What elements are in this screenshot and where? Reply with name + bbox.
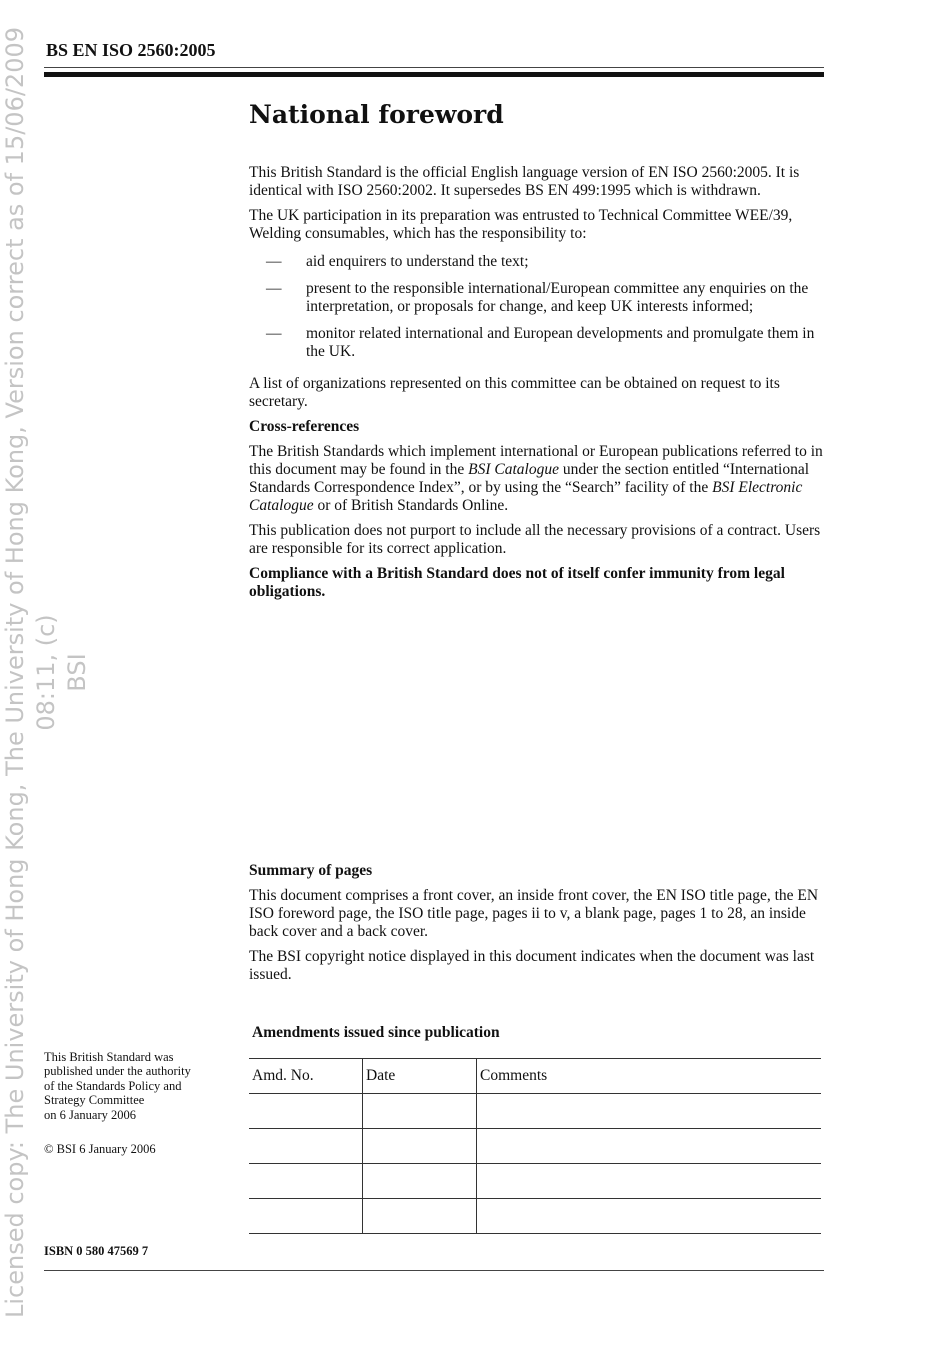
list-item	[249, 280, 824, 316]
table-cell	[477, 1129, 822, 1164]
list-item	[249, 253, 824, 271]
provisions-note: This publication does not purport to include all the necessary provisions of a contract. Users are responsible for its correct application.	[249, 522, 821, 557]
column-header-amd-no: Amd. No.	[249, 1059, 363, 1094]
table-cell	[363, 1199, 477, 1234]
column-header-comments: Comments	[477, 1059, 822, 1094]
list-item-text: aid enquirers to understand the text;	[306, 253, 529, 270]
cross-references-heading: Cross-references	[249, 418, 360, 435]
publication-line: This British Standard was	[44, 1050, 174, 1064]
watermark-line-2: BSI	[63, 653, 91, 692]
table-cell	[363, 1129, 477, 1164]
column-header-date: Date	[363, 1059, 477, 1094]
table-cell	[363, 1164, 477, 1199]
amendments-title: Amendments issued since publication	[252, 1024, 500, 1041]
page-title: National foreword	[249, 100, 504, 129]
table-row	[249, 1129, 821, 1164]
bsi-electronic-catalogue-title: BSI Electronic Catalogue	[249, 479, 803, 514]
cross-references-text-part: under the section entitled “International Standards Correspondence Index”, or by using the “Search” facility of the	[249, 461, 810, 496]
summary-text: This document comprises a front cover, an inside front cover, the EN ISO title page, the EN ISO foreword page, the ISO title page, pages ii to v, a blank page, pages 1 to 28, an inside back cover and a back cover.	[249, 887, 819, 940]
table-cell	[249, 1164, 363, 1199]
copyright-line: © BSI 6 January 2006	[44, 1142, 156, 1156]
table-cell	[477, 1164, 822, 1199]
responsibility-list	[249, 253, 824, 361]
table-header-row	[249, 1059, 821, 1094]
intro-paragraph-2: The UK participation in its preparation was entrusted to Technical Committee WEE/39, Welding consumables, which has the responsibility to:	[249, 207, 793, 242]
copyright-notice-text: The BSI copyright notice displayed in this document indicates when the document was last issued.	[249, 948, 815, 983]
table-row	[249, 1164, 821, 1199]
list-item	[249, 325, 824, 361]
list-item-text: monitor related international and European developments and promulgate them in the UK.	[306, 325, 815, 360]
dash-bullet: —	[266, 253, 282, 270]
intro-paragraph-1: This British Standard is the official English language version of EN ISO 2560:2005. It is identical with ISO 2560:2002. It supersedes BS EN 499:1995 which is withdrawn.	[249, 164, 800, 199]
cross-references-text	[249, 443, 824, 515]
foreword-body	[249, 164, 824, 608]
amendments-table	[249, 1058, 821, 1234]
document-id: BS EN ISO 2560:2005	[46, 40, 216, 60]
table-cell	[249, 1199, 363, 1234]
publication-line: on 6 January 2006	[44, 1107, 136, 1122]
publication-line: Strategy Committee	[44, 1093, 145, 1108]
publication-line: published under the authority	[44, 1064, 191, 1079]
publication-info	[44, 1050, 234, 1122]
dash-bullet: —	[266, 325, 282, 342]
watermark-line-1: Licensed copy: The University of Hong Kong, The University of Hong Kong, Version correct as of 15/06/2009 08:11, (c)	[1, 26, 60, 1319]
header-rule-thin	[44, 67, 824, 68]
cross-references-text-part: The British Standards which implement international or European publications referred to in this document may be found in the	[249, 443, 823, 478]
table-row	[249, 1199, 821, 1234]
table-cell	[363, 1094, 477, 1129]
table-cell	[249, 1129, 363, 1164]
header-rule-thick	[44, 72, 824, 77]
summary-heading: Summary of pages	[249, 862, 373, 879]
table-cell	[477, 1199, 822, 1234]
table-cell	[249, 1094, 363, 1129]
cross-references-text-part: or of British Standards Online.	[313, 497, 509, 514]
compliance-note: Compliance with a British Standard does not of itself confer immunity from legal obligations.	[249, 565, 785, 600]
bsi-catalogue-title: BSI Catalogue	[468, 461, 559, 478]
committee-note: A list of organizations represented on this committee can be obtained on request to its secretary.	[249, 375, 780, 410]
dash-bullet: —	[266, 280, 282, 297]
table-row	[249, 1094, 821, 1129]
summary-section	[249, 862, 824, 991]
list-item-text: present to the responsible international/European committee any enquiries on the interpretation, or proposals for change, and keep UK interests informed;	[306, 280, 809, 315]
table-cell	[477, 1094, 822, 1129]
isbn: ISBN 0 580 47569 7	[44, 1244, 149, 1258]
footer-rule	[44, 1270, 824, 1271]
publication-line: of the Standards Policy and	[44, 1078, 182, 1093]
